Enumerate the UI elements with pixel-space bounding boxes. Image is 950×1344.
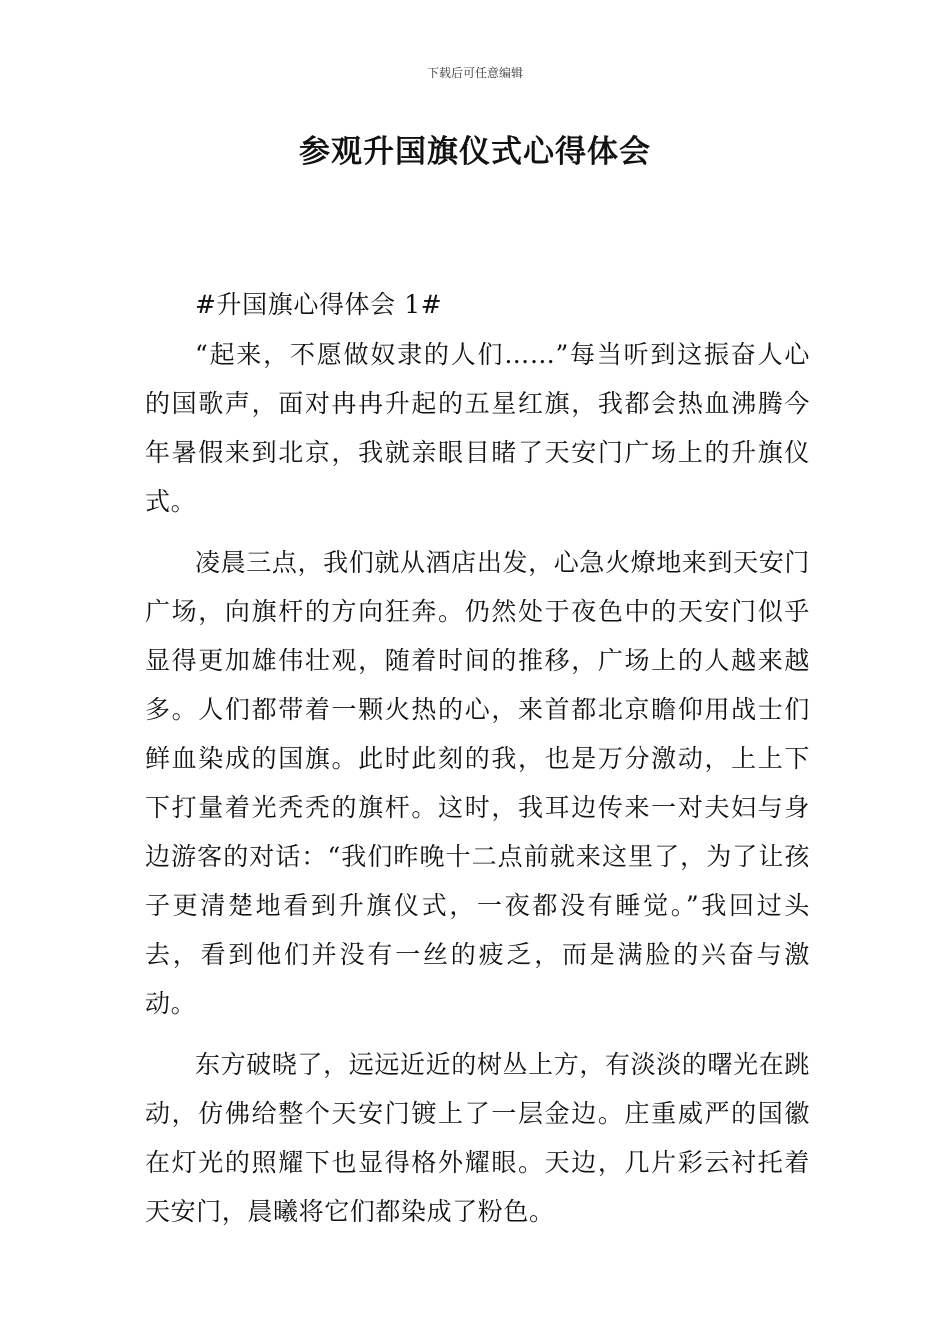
header-note: 下载后可任意编辑 <box>426 66 523 80</box>
section-heading: #升国旗心得体会 1# <box>195 290 443 319</box>
paragraph: 东方破晓了，远远近近的树丛上方，有淡淡的曙光在跳动，仿佛给整个天安门镀上了一层金边。庄重威严的国徽在灯光的照耀下也显得格外耀眼。天边，几片彩云衬托着天安门，晨曦将它们都染成了粉色。 <box>145 1050 810 1226</box>
paragraph: 凌晨三点，我们就从酒店出发，心急火燎地来到天安门广场，向旗杆的方向狂奔。仍然处于夜色中的天安门似乎显得更加雄伟壮观，随着时间的推移，广场上的人越来越多。人们都带着一颗火热的心，来首都北京瞻仰用战士们鲜血染成的国旗。此时此刻的我，也是万分激动，上上下下打量着光秃秃的旗杆。这时，我耳边传来一对夫妇与身边游客的对话：“我们昨晚十二点前就来这里了，为了让孩子更清楚地看到升旗仪式，一夜都没有睡觉。”我回过头去，看到他们并没有一丝的疲乏，而是满脸的兴奋与激动。 <box>145 548 810 1018</box>
document-body <box>145 280 810 1236</box>
document-title: 参观升国旗仪式心得体会 <box>299 134 651 170</box>
paragraph: “起来，不愿做奴隶的人们……”每当听到这振奋人心的国歌声，面对冉冉升起的五星红旗，我都会热血沸腾今年暑假来到北京，我就亲眼目睹了天安门广场上的升旗仪式。 <box>145 340 810 516</box>
